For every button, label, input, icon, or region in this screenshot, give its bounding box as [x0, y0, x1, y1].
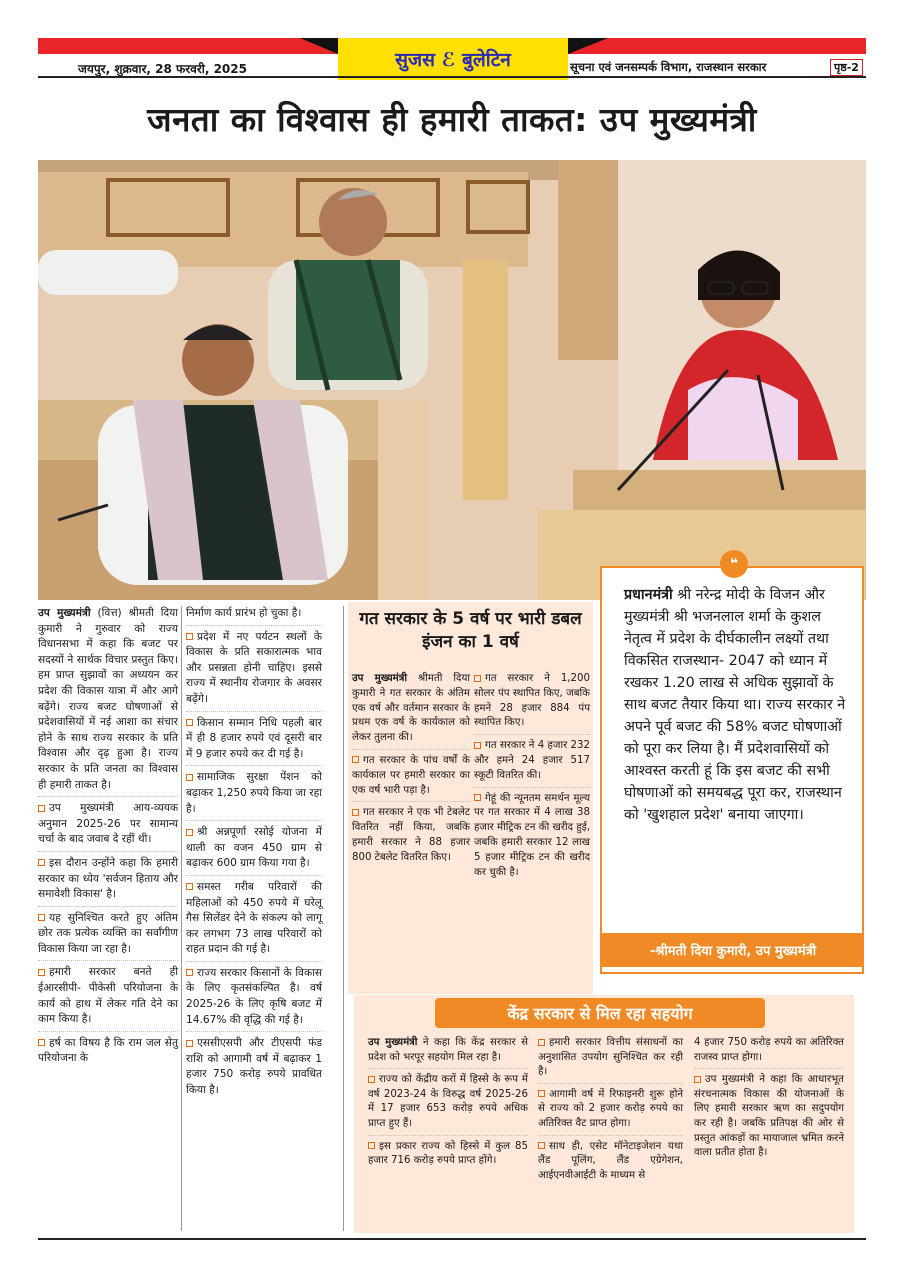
support-intro: उप मुख्यमंत्री ने कहा कि केंद्र सरकार से प्रदेश को भरपूर सहयोग मिल रहा है। [368, 1036, 528, 1069]
bullet-square-icon [474, 675, 481, 682]
bullet-square-icon [368, 1076, 375, 1083]
list-item: गत सरकार ने एक भी टेबलेट वितरित नहीं किया, जबकि हमारी सरकार ने 88 हजार 800 टेबलेट वितरित किए। [352, 807, 470, 863]
bullet-square-icon [38, 969, 45, 976]
page-headline: जनता का विश्वास ही हमारी ताकत: उप मुख्यमंत्री [147, 100, 757, 139]
list-item: गत सरकार के पांच वर्षों के कार्यकाल पर हमारी सरकार का एक वर्ष भारी पड़ा है। [352, 754, 470, 802]
col1-intro-text: (वित्त) श्रीमती दिया कुमारी ने गुरुवार को राज्य विधानसभा में कहा कि बजट पर सदस्यों ने सार्थक विचार प्रस्तुत किए। हम प्राप्त सुझावों का अध्ययन कर प्रदेश की विकास यात्रा में और आगे बढ़ेंगे। राज्य बजट घोषणाओं से प्रदेशवासियों में नई आशा का संचार होने के साथ राज्य सरकार के प्रति विश्वास और दृढ़ हुआ है। राज्य सरकार के प्रति जनता का विश्वास ही हमारी ताकत है। [38, 607, 178, 791]
column-1 [38, 606, 178, 1074]
bullet-square-icon [38, 859, 45, 866]
masthead-title: सुजस ℰ बुलेटिन [395, 49, 511, 71]
bullet-square-icon [474, 794, 481, 801]
bullet-square-icon [368, 1142, 375, 1149]
bullet-square-icon [186, 883, 193, 890]
issue-date: जयपुर, शुक्रवार, 28 फरवरी, 2025 [78, 62, 247, 76]
department-name: सूचना एवं जनसम्पर्क विभाग, राजस्थान सरकार [570, 60, 767, 74]
list-item: इस प्रकार राज्य को हिस्से में कुल 85 हजार 716 करोड़ रुपये प्राप्त होंगे। [368, 1140, 528, 1167]
support-column-2 [538, 1036, 683, 1190]
list-item: किसान सम्मान निधि पहली बार में ही 8 हजार रुपये एवं दूसरी बार में 9 हजार रुपये कर दी गई है। [186, 716, 322, 767]
list-item: उप मुख्यमंत्री ने कहा कि आधारभूत संरचनात्मक विकास की योजनाओं के लिए हमारी सरकार ऋण का सदुपयोग कर रही है। जबकि प्रतिपक्ष की ओर से प्रस्तुत आंकड़ों का मायाजाल भ्रमित करने वाला प्रतीत होता है। [694, 1074, 844, 1159]
page-number: पृष्ठ-2 [830, 59, 863, 76]
bullet-square-icon [38, 1039, 45, 1046]
support-continuation: 4 हजार 750 करोड़ रुपये का अतिरिक्त राजस्व प्राप्त होगा। [694, 1036, 844, 1069]
bullet-square-icon [538, 1142, 545, 1149]
quote-lead: प्रधानमंत्री [624, 587, 673, 603]
list-item: आगामी वर्ष में रिफाइनरी शुरू होने से राज्य को 2 हजार करोड़ रुपये का अतिरिक्त वैट प्राप्त होगा। [538, 1088, 683, 1136]
bullet-square-icon [186, 829, 193, 836]
assembly-photo-illustration [38, 160, 866, 600]
bullet-square-icon [694, 1076, 701, 1083]
list-item: एससीएसपी और टीएसपी फंड राशि को आगामी वर्ष में बढ़ाकर 1 हजार 750 करोड़ रुपये प्रावधित किया है। [186, 1037, 322, 1097]
support-column-3 [694, 1036, 844, 1168]
column-2 [186, 606, 322, 1106]
bullet-square-icon [474, 742, 481, 749]
bullet-square-icon [38, 805, 45, 812]
list-item: गत सरकार ने 1,200 सोलर पंप स्थापित किए, जबकि हमने 28 हजार 884 पंप स्थापित किए। [474, 672, 590, 735]
list-item: गत सरकार ने 4 हजार 232 और हमने 24 हजार 517 स्कूटी वितरित की। [474, 739, 590, 787]
footer-divider [38, 1238, 866, 1240]
bullet-square-icon [352, 809, 359, 816]
quote-box [600, 566, 864, 974]
col1-intro-lead: उप मुख्यमंत्री [38, 607, 91, 619]
list-item: हमारी सरकार बनते ही ईआरसीपी- पीकेसी परियोजना के कार्य को हाथ में लेकर गति देने का काम किया है। [38, 965, 178, 1031]
list-item: उप मुख्यमंत्री आय-व्ययक अनुमान 2025-26 पर सामान्य चर्चा के बाद जवाब दे रहीं थी। [38, 801, 178, 852]
list-item: साथ ही, एसेट मॉनेटाइजेशन यथा लैंड पूलिंग, लैंड एग्रेगेशन, आईएनवीआईटी के माध्यम से [538, 1140, 683, 1181]
comparison-right-column [474, 672, 590, 887]
quote-text: श्री नरेन्द्र मोदी के विजन और मुख्यमंत्री श्री भजनलाल शर्मा के कुशल नेतृत्व में प्रदेश के दीर्घकालीन लक्ष्यों तथा विकसित राजस्थान- 2047 को ध्यान में रखकर 1.20 लाख से अधिक सुझावों के साथ बजट तैयार किया था। राज्य सरकार ने अपने पूर्व बजट की 58% बजट घोषणाओं को पूरा कर लिया है। मैं प्रदेशवासियों को आश्वस्त करती हूं कि इस बजट की सभी घोषणाओं को समयबद्ध पूरा कर, राजस्थान को 'खुशहाल प्रदेश' बनाया जाएगा। [624, 587, 846, 823]
list-item: राज्य को केंद्रीय करों में हिस्से के रूप में वर्ष 2023-24 के विरुद्ध वर्ष 2025-26 में 17 हजार 653 करोड़ रुपये अधिक प्राप्त हुए हैं। [368, 1073, 528, 1135]
bullet-square-icon [38, 914, 45, 921]
list-item: प्रदेश में नए पर्यटन स्थलों के विकास के प्रति सकारात्मक भाव और प्रसन्नता होनी चाहिए। इससे राज्य में स्थानीय रोजगार के अवसर बढ़ेंगे। [186, 630, 322, 712]
masthead-logo [338, 38, 568, 80]
quote-signature: -श्रीमती दिया कुमारी, उप मुख्यमंत्री [602, 933, 864, 967]
bullet-square-icon [538, 1090, 545, 1097]
header-divider [38, 76, 866, 78]
assembly-photo [38, 160, 866, 600]
comparison-left-column [352, 672, 470, 873]
list-item: श्री अन्नपूर्णा रसोई योजना में थाली का वजन 450 ग्राम से बढ़ाकर 600 ग्राम किया गया है। [186, 825, 322, 876]
list-item: राज्य सरकार किसानों के विकास के लिए कृतसंकल्पित है। वर्ष 2025-26 के लिए कृषि बजट में 14.67% की वृद्धि की गई है। [186, 966, 322, 1032]
list-item: इस दौरान उन्होंने कहा कि हमारी सरकार का ध्येय 'सर्वजन हिताय और समावेशी विकास' है। [38, 856, 178, 907]
central-support-heading: केंद्र सरकार से मिल रहा सहयोग [435, 998, 765, 1028]
comparison-heading: गत सरकार के 5 वर्ष पर भारी डबल इंजन का 1 वर्ष [359, 609, 582, 652]
bullet-square-icon [538, 1039, 545, 1046]
list-item: समस्त गरीब परिवारों की महिलाओं को 450 रुपये में घरेलू गैस सिलेंडर देने के संकल्प को लागू कर लगभग 73 लाख परिवारों को राहत प्रदान की गई है। [186, 880, 322, 962]
list-item: हर्ष का विषय है कि राम जल सेतु परियोजना के [38, 1036, 178, 1065]
bullet-square-icon [352, 756, 359, 763]
list-item: हमारी सरकार वित्तीय संसाधनों का अनुशासित उपयोग सुनिश्चित कर रही है। [538, 1036, 683, 1084]
quote-icon: ❝ [720, 550, 748, 578]
column-divider [181, 606, 182, 1231]
col2-continuation: निर्माण कार्य प्रारंभ हो चुका है। [186, 606, 322, 626]
list-item: यह सुनिश्चित करते हुए अंतिम छोर तक प्रत्येक व्यक्ति का सर्वांगीण विकास किया जा रहा है। [38, 911, 178, 962]
comparison-intro: उप मुख्यमंत्री श्रीमती दिया कुमारी ने गत सरकार के अंतिम एक वर्ष और वर्तमान सरकार के प्रथम एक वर्ष के कार्यकाल को लेकर तुलना की। [352, 672, 470, 750]
bullet-square-icon [186, 719, 193, 726]
list-item: सामाजिक सुरक्षा पेंशन को बढ़ाकर 1,250 रुपये किया जा रहा है। [186, 770, 322, 821]
bullet-square-icon [186, 774, 193, 781]
list-item: गेहूं की न्यूनतम समर्थन मूल्य पर गत सरकार में 4 लाख 38 हजार मीट्रिक टन की खरीद हुई, जबकि हमारी सरकार 12 लाख 5 हजार मीट्रिक टन की खरीद कर चुकी है। [474, 792, 590, 878]
bullet-square-icon [186, 633, 193, 640]
column-divider [343, 606, 344, 1231]
col1-intro [38, 606, 178, 797]
bullet-square-icon [186, 969, 193, 976]
bullet-square-icon [186, 1040, 193, 1047]
support-column-1 [368, 1036, 528, 1176]
